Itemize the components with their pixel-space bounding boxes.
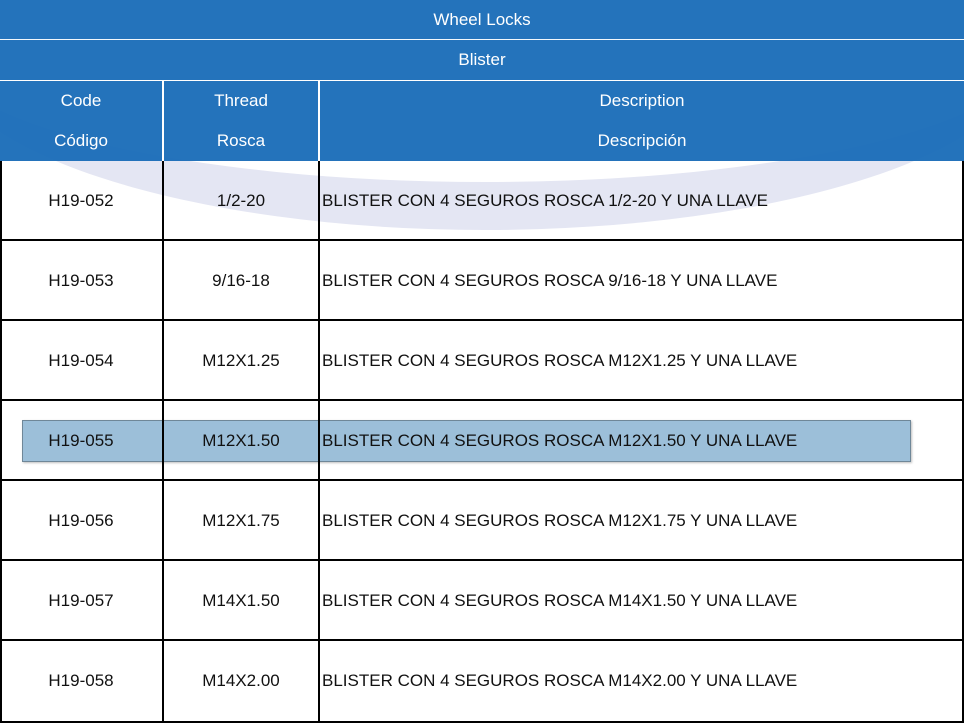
cell-description: BLISTER CON 4 SEGUROS ROSCA M14X1.50 Y UNA LLAVE bbox=[322, 591, 798, 610]
cell-thread: M12X1.75 bbox=[202, 511, 280, 530]
cell-description: BLISTER CON 4 SEGUROS ROSCA M12X1.75 Y UNA LLAVE bbox=[322, 511, 798, 530]
header-description-es: Descripción bbox=[320, 121, 964, 161]
cell-thread: M12X1.25 bbox=[202, 351, 280, 370]
cell-description: BLISTER CON 4 SEGUROS ROSCA M12X1.50 Y UNA LLAVE bbox=[322, 431, 798, 450]
cell-thread: M14X2.00 bbox=[202, 671, 280, 690]
table-row[interactable] bbox=[0, 321, 964, 401]
cell-description: BLISTER CON 4 SEGUROS ROSCA M14X2.00 Y UNA LLAVE bbox=[322, 671, 798, 690]
cell-code: H19-052 bbox=[48, 191, 114, 210]
row-divider bbox=[0, 479, 964, 481]
row-divider bbox=[0, 399, 964, 401]
cell-description: BLISTER CON 4 SEGUROS ROSCA 1/2-20 Y UNA LLAVE bbox=[322, 191, 768, 210]
header-column-divider bbox=[318, 81, 320, 161]
header-thread-es: Rosca bbox=[164, 121, 318, 161]
cell-code: H19-053 bbox=[48, 271, 114, 290]
cell-code: H19-056 bbox=[48, 511, 114, 530]
cell-thread: M12X1.50 bbox=[202, 431, 280, 450]
row-divider bbox=[0, 319, 964, 321]
cell-code: H19-055 bbox=[48, 431, 114, 450]
cell-code: H19-057 bbox=[48, 591, 114, 610]
table-left-border bbox=[0, 161, 2, 723]
header-code-en: Code bbox=[0, 81, 162, 121]
row-divider bbox=[0, 639, 964, 641]
header-column-divider bbox=[162, 81, 164, 161]
column-divider bbox=[162, 161, 164, 723]
table-row[interactable] bbox=[0, 481, 964, 561]
table-row[interactable] bbox=[0, 161, 964, 241]
header-thread-en: Thread bbox=[164, 81, 318, 121]
row-divider bbox=[0, 239, 964, 241]
header-description-en: Description bbox=[320, 81, 964, 121]
table-row-selected[interactable] bbox=[0, 401, 964, 481]
column-divider bbox=[318, 161, 320, 723]
header-code-es: Código bbox=[0, 121, 162, 161]
row-divider bbox=[0, 559, 964, 561]
table-bottom-border bbox=[0, 721, 964, 723]
cell-thread: 9/16-18 bbox=[212, 271, 270, 290]
table-title: Wheel Locks bbox=[0, 0, 964, 40]
table-subtitle: Blister bbox=[0, 40, 964, 80]
cell-description: BLISTER CON 4 SEGUROS ROSCA 9/16-18 Y UNA LLAVE bbox=[322, 271, 778, 290]
table-row[interactable] bbox=[0, 241, 964, 321]
table-row[interactable] bbox=[0, 641, 964, 721]
cell-code: H19-054 bbox=[48, 351, 114, 370]
table-row[interactable] bbox=[0, 561, 964, 641]
cell-code: H19-058 bbox=[48, 671, 114, 690]
cell-thread: 1/2-20 bbox=[216, 191, 266, 210]
cell-description: BLISTER CON 4 SEGUROS ROSCA M12X1.25 Y UNA LLAVE bbox=[322, 351, 798, 370]
cell-thread: M14X1.50 bbox=[202, 591, 280, 610]
